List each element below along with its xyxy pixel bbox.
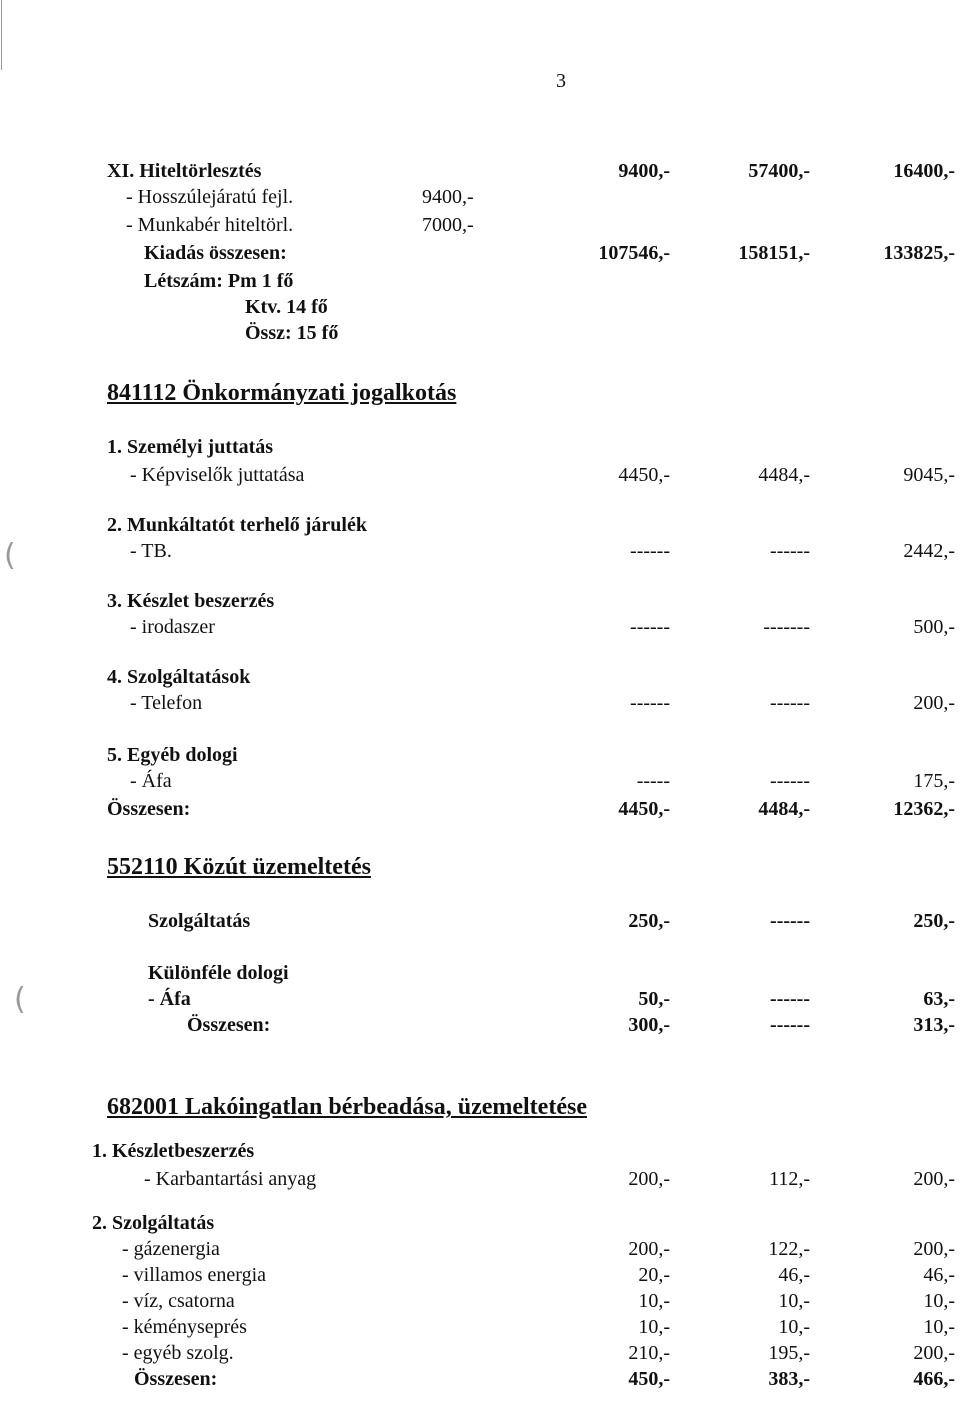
value-col3: 12362,- xyxy=(893,798,955,820)
value-col3: 46,- xyxy=(923,1264,955,1286)
value-col1: ------ xyxy=(630,692,670,714)
item-label: - Képviselők juttatása xyxy=(130,464,305,486)
value-col2: 122,- xyxy=(768,1238,810,1260)
value-col3: 10,- xyxy=(923,1316,955,1338)
total-label: Kiadás összesen: xyxy=(144,242,287,264)
item-label: - Munkabér hiteltörl. xyxy=(126,214,294,236)
item-value: 9400,- xyxy=(422,186,474,208)
item-label: - egyéb szolg. xyxy=(122,1342,234,1364)
value-col2: 112,- xyxy=(769,1168,810,1190)
value-col1: ----- xyxy=(636,770,670,792)
item-label: - irodaszer xyxy=(130,616,215,638)
item-label: - villamos energia xyxy=(122,1264,267,1286)
item-label: - kéményseprés xyxy=(122,1316,247,1338)
section-heading: 552110 Közút üzemeltetés xyxy=(107,854,371,880)
group-title: 1. Készletbeszerzés xyxy=(92,1140,255,1162)
value-col2: ------ xyxy=(770,1014,810,1036)
item-label: - Karbantartási anyag xyxy=(144,1168,317,1190)
value-col2: 10,- xyxy=(778,1290,810,1312)
value-col1: 200,- xyxy=(628,1238,670,1260)
page-number: 3 xyxy=(556,70,566,92)
group-title: 1. Személyi juttatás xyxy=(107,436,274,458)
value-col1: 4450,- xyxy=(618,798,670,820)
value-col3: 200,- xyxy=(913,1342,955,1364)
value-col3: 313,- xyxy=(913,1014,955,1036)
headcount-label: Össz: 15 fő xyxy=(245,322,339,344)
value-col3: 16400,- xyxy=(893,160,955,182)
value-col3: 2442,- xyxy=(903,540,955,562)
value-col1: 10,- xyxy=(638,1290,670,1312)
value-col1: 107546,- xyxy=(598,242,670,264)
value-col3: 200,- xyxy=(913,692,955,714)
group-title: 5. Egyéb dologi xyxy=(107,744,238,766)
value-col1: 210,- xyxy=(628,1342,670,1364)
value-col3: 200,- xyxy=(913,1238,955,1260)
group-title: 4. Szolgáltatások xyxy=(107,666,251,688)
margin-line xyxy=(1,0,2,70)
group-title: 2. Munkáltatót terhelő járulék xyxy=(107,514,367,536)
value-col2: 46,- xyxy=(778,1264,810,1286)
value-col3: 175,- xyxy=(913,770,955,792)
item-label: - Telefon xyxy=(130,692,203,714)
value-col3: 10,- xyxy=(923,1290,955,1312)
item-value: 7000,- xyxy=(422,214,474,236)
total-label: Összesen: xyxy=(107,798,191,820)
margin-bracket-mark: ( xyxy=(14,982,26,1017)
group-title: 2. Szolgáltatás xyxy=(92,1212,215,1234)
item-label: - Áfa xyxy=(148,988,191,1010)
value-col2: ------- xyxy=(763,616,810,638)
value-col2: ------ xyxy=(770,770,810,792)
value-col1: 450,- xyxy=(628,1368,670,1390)
value-col2: ------ xyxy=(770,910,810,932)
value-col2: 383,- xyxy=(768,1368,810,1390)
value-col1: 20,- xyxy=(638,1264,670,1286)
value-col2: 158151,- xyxy=(738,242,810,264)
section-heading: 682001 Lakóingatlan bérbeadása, üzemeltetése xyxy=(107,1094,587,1120)
value-col1: 9400,- xyxy=(618,160,670,182)
value-col1: ------ xyxy=(630,616,670,638)
value-col3: 133825,- xyxy=(883,242,955,264)
group-title: Különféle dologi xyxy=(148,962,289,984)
item-label: - Áfa xyxy=(130,770,172,792)
value-col1: 200,- xyxy=(628,1168,670,1190)
item-label: - Hosszúlejáratú fejl. xyxy=(126,186,294,208)
total-label: Összesen: xyxy=(187,1014,271,1036)
value-col2: 4484,- xyxy=(758,798,810,820)
value-col1: 50,- xyxy=(638,988,670,1010)
total-label: Összesen: xyxy=(134,1368,218,1390)
item-label: - gázenergia xyxy=(122,1238,220,1260)
headcount-label: Létszám: Pm 1 fő xyxy=(144,270,294,292)
value-col3: 9045,- xyxy=(903,464,955,486)
value-col3: 466,- xyxy=(913,1368,955,1390)
value-col1: 4450,- xyxy=(618,464,670,486)
value-col3: 500,- xyxy=(913,616,955,638)
value-col1: 10,- xyxy=(638,1316,670,1338)
margin-bracket-mark: ( xyxy=(4,538,16,573)
value-col2: 57400,- xyxy=(748,160,810,182)
value-col3: 250,- xyxy=(913,910,955,932)
value-col3: 200,- xyxy=(913,1168,955,1190)
item-label: - víz, csatorna xyxy=(122,1290,235,1312)
value-col2: 4484,- xyxy=(758,464,810,486)
value-col1: 250,- xyxy=(628,910,670,932)
section-title: XI. Hiteltörlesztés xyxy=(107,160,262,182)
item-label: - TB. xyxy=(130,540,172,562)
value-col1: ------ xyxy=(630,540,670,562)
group-title: 3. Készlet beszerzés xyxy=(107,590,275,612)
value-col2: ------ xyxy=(770,692,810,714)
value-col3: 63,- xyxy=(923,988,955,1010)
section-heading: 841112 Önkormányzati jogalkotás xyxy=(107,380,457,406)
item-label: Szolgáltatás xyxy=(148,910,251,932)
value-col2: ------ xyxy=(770,988,810,1010)
value-col2: 10,- xyxy=(778,1316,810,1338)
value-col2: ------ xyxy=(770,540,810,562)
headcount-label: Ktv. 14 fő xyxy=(245,296,328,318)
value-col2: 195,- xyxy=(768,1342,810,1364)
value-col1: 300,- xyxy=(628,1014,670,1036)
